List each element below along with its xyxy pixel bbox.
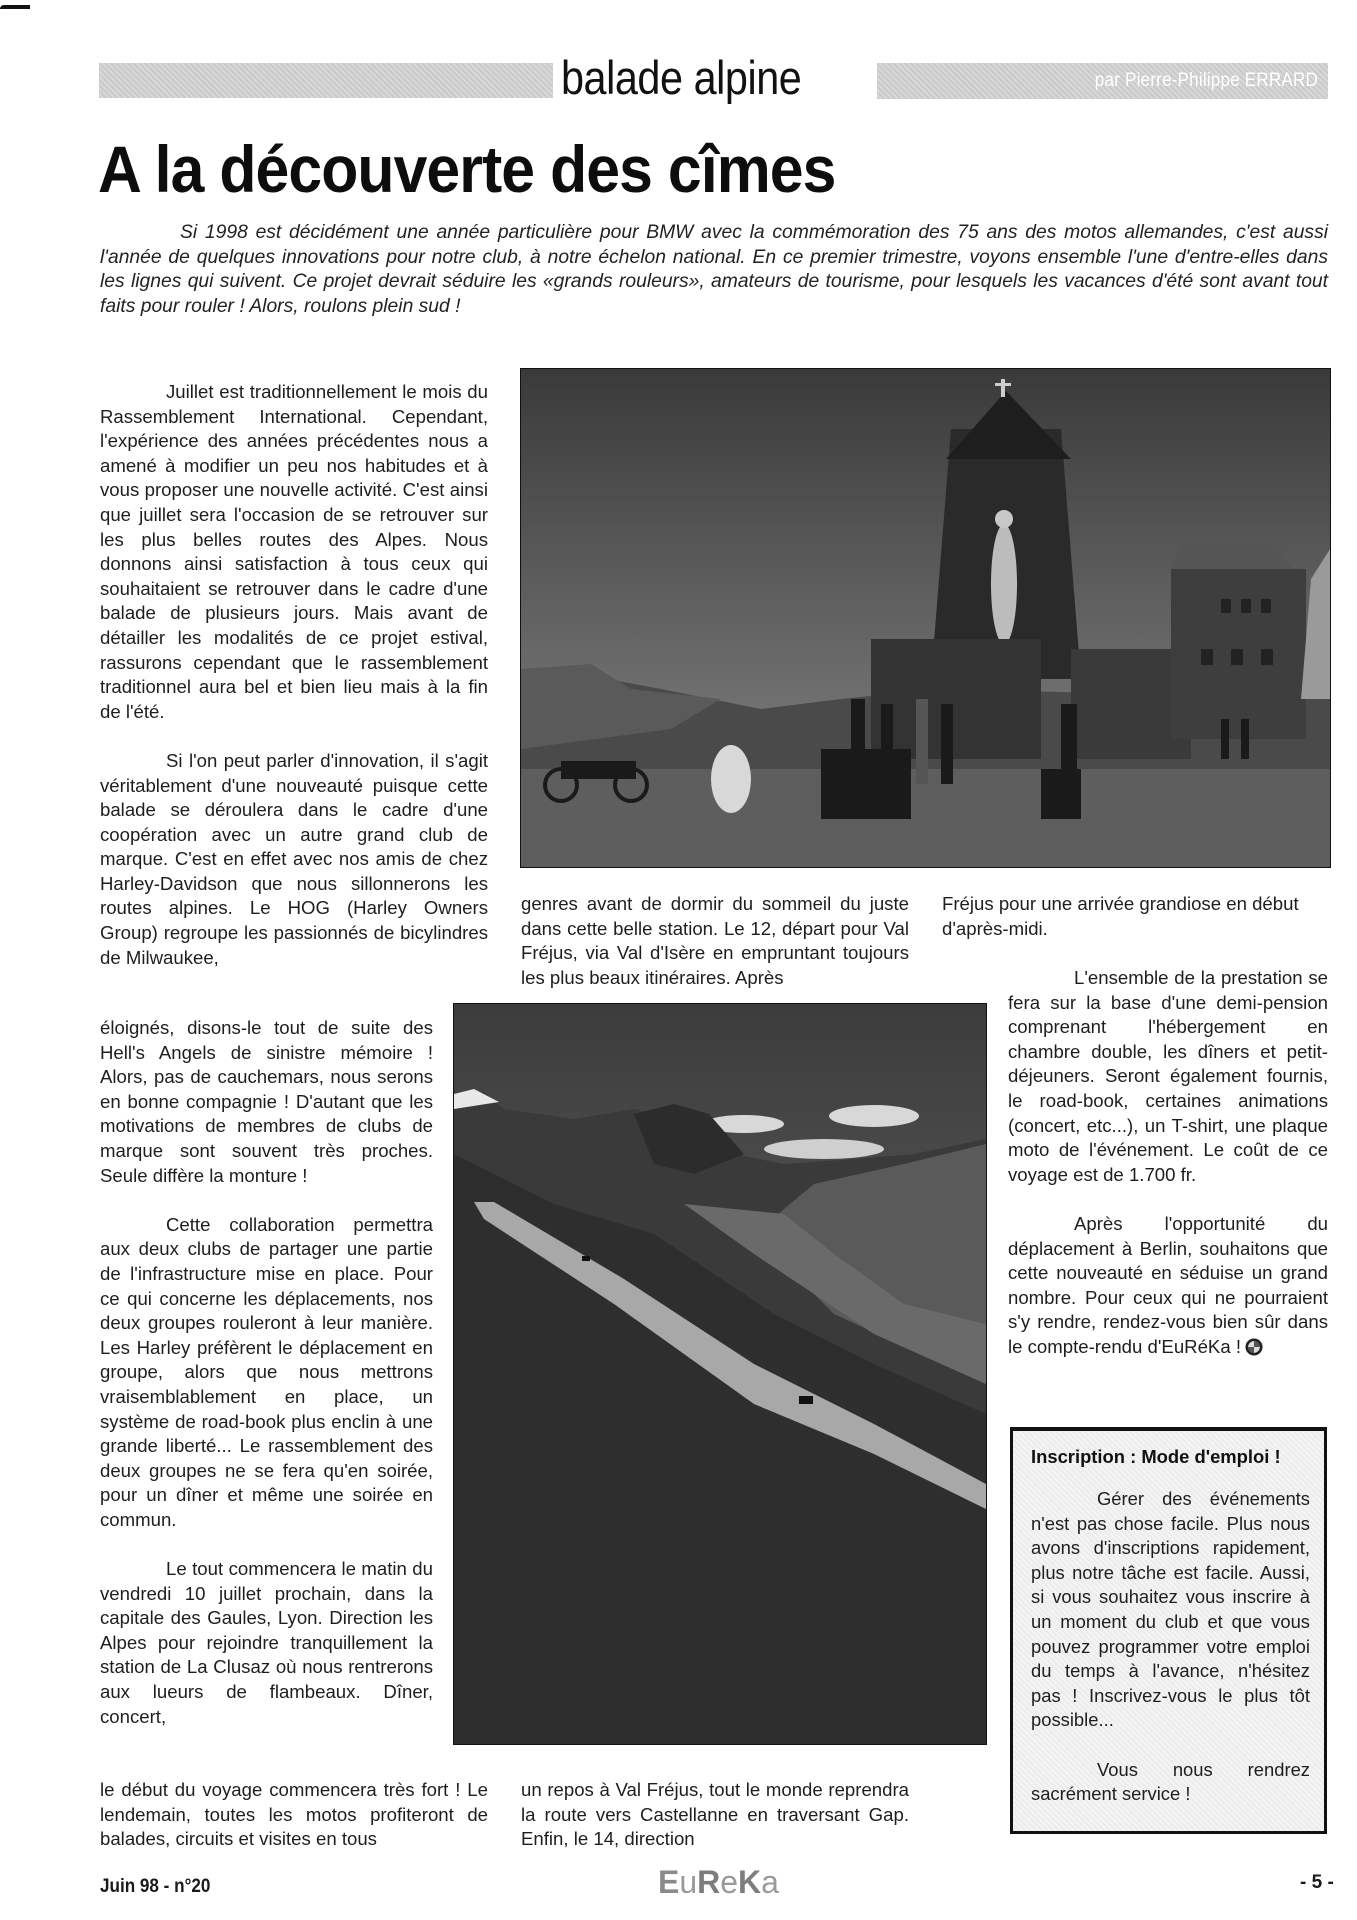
column-1-bottom <box>100 1778 488 1852</box>
logo-letter: K <box>738 1864 762 1900</box>
paragraph-text: un repos à Val Fréjus, tout le monde reprendra la route vers Castellanne en traversant Gap. Enfin, le 14, direction <box>521 1779 909 1850</box>
paragraph <box>1031 1487 1310 1733</box>
logo-letter: a <box>761 1864 779 1900</box>
logo-letter: e <box>720 1864 739 1900</box>
logo-letter: R <box>697 1864 721 1900</box>
chapel-photo-image <box>521 369 1330 867</box>
logo-letter: u <box>679 1864 698 1900</box>
paragraph <box>100 1778 488 1852</box>
paragraph <box>100 749 488 970</box>
column-2-bottom <box>521 1778 909 1852</box>
paragraph-text: L'ensemble de la prestation se fera sur la base d'une demi-pension comprenant l'hébergement en chambre double, les dîners et petit-déjeuners. Seront également fournis, le road-book, certaines animations (concert, etc...), un T-shirt, une plaque moto de l'événement. Le coût de ce voyage est de 1.700 fr. <box>1008 967 1328 1185</box>
paragraph-text: Juillet est traditionnellement le mois du Rassemblement International. Cependant, l'expérience des années précédentes nous a amené à modifier un peu nos habitudes et à vous proposer une nouvelle activité. C'est ainsi que juillet sera l'occasion de se retrouver sur les plus belles routes des Alpes. Nous donnons ainsi satisfaction à tous ceux qui souhaitaient se retrouver dans le cadre d'une balade de plusieurs jours. Mais avant de détailler les modalités de ce projet estival, rassurons cependant que le rassemblement traditionnel aura bel et bien lieu mais à la fin de l'été. <box>100 381 488 722</box>
column-1-top <box>100 380 488 970</box>
crop-mark <box>0 5 30 9</box>
page-number: - 5 - <box>1300 1872 1334 1893</box>
photo-mountain-road <box>453 1003 987 1745</box>
headline: A la découverte des cîmes <box>98 132 836 206</box>
intro-text: Si 1998 est décidément une année particulière pour BMW avec la commémoration des 75 ans des motos allemandes, c'est aussi l'année de quelques innovations pour notre club, à notre échelon national. En ce premier trimestre, voyons ensemble l'une d'entre-elles dans les lignes qui suivent. Ce projet devrait séduire les «grands rouleurs», amateurs de tourisme, pour lesquels les vacances d'été sont avant tout faits pour rouler ! Alors, roulons plein sud ! <box>100 222 1328 317</box>
paragraph-text: Le tout commencera le matin du vendredi 10 juillet prochain, dans la capitale des Gaules, Lyon. Direction les Alpes pour rejoindre tranquillement la station de La Clusaz où nous rentrerons aux lueurs de flambeaux. Dîner, concert, <box>100 1558 433 1727</box>
box-body <box>1031 1487 1310 1807</box>
byline: par Pierre-Philippe ERRARD <box>1094 70 1318 91</box>
column-3-body <box>1008 966 1328 1360</box>
paragraph-text: Après l'opportunité du déplacement à Berlin, souhaitons que cette nouveauté en séduise un grand nombre. Pour ceux qui ne pourraient s'y rendre, rendez-vous bien sûr dans le compte-rendu d'EuRéKa ! <box>1008 1212 1328 1357</box>
paragraph <box>100 380 488 724</box>
paragraph-text: Vous nous rendrez sacrément service ! <box>1031 1758 1310 1805</box>
paragraph <box>942 892 1328 941</box>
paragraph-text: Si l'on peut parler d'innovation, il s'agit véritablement d'une nouveauté puisque cette balade se déroulera dans le cadre d'une coopération avec un autre grand club de marque. C'est en effet avec nos amis de chez Harley-Davidson que nous sillonnerons les routes alpines. Le HOG (Harley Owners Group) regroupe les passionnés de bicylindres de Milwaukee, <box>100 749 488 968</box>
paragraph <box>100 1016 433 1188</box>
inscription-box <box>1010 1427 1327 1834</box>
eureka-logo <box>658 1864 779 1900</box>
column-2-top <box>521 892 909 990</box>
header-band-left <box>99 63 553 98</box>
intro-paragraph <box>100 221 1328 319</box>
photo-chapel-motorcycles <box>520 368 1331 868</box>
header-band-right <box>877 63 1328 99</box>
column-3-top <box>942 892 1328 941</box>
paragraph <box>521 892 909 990</box>
box-title: Inscription : Mode d'emploi ! <box>1031 1446 1281 1467</box>
mountain-road-photo-image <box>454 1004 986 1744</box>
paragraph <box>100 1213 433 1533</box>
issue-label: Juin 98 - n°20 <box>100 1876 211 1897</box>
bmw-roundel-icon <box>1245 1338 1263 1356</box>
paragraph <box>521 1778 909 1852</box>
paragraph <box>100 1557 433 1729</box>
paragraph <box>1008 1212 1328 1360</box>
paragraph <box>1031 1758 1310 1807</box>
paragraph-text: Gérer des événements n'est pas chose facile. Plus nous avons d'inscriptions rapidement, plus notre tâche est facile. Aussi, si vous souhaitez vous inscrire à un moment du club et que vous pouvez programmer votre emploi du temps à l'avance, n'hésitez pas ! Inscrivez-vous le plus tôt possible... <box>1031 1488 1310 1731</box>
paragraph-text: Cette collaboration permettra aux deux clubs de partager une partie de l'infrastructure mise en place. Pour ce qui concerne les déplacements, nos deux groupes rouleront à leur manière. Les Harley préfèrent le déplacement en groupe, alors que nous mettrons vraisemblablement en place, un système de road-book plus enclin à une grande liberté... Le rassemblement des deux groupes ne se fera qu'en soirée, pour un dîner et même une soirée en commun. <box>100 1213 433 1530</box>
section-title: balade alpine <box>561 51 802 104</box>
paragraph <box>1008 966 1328 1187</box>
column-1-middle <box>100 1016 433 1729</box>
paragraph-text: Fréjus pour une arrivée grandiose en début d'après-midi. <box>942 893 1299 939</box>
logo-letter: E <box>658 1864 680 1900</box>
paragraph-text: éloignés, disons-le tout de suite des Hell's Angels de sinistre mémoire ! Alors, pas de cauchemars, nous serons en bonne compagnie ! D'autant que les motivations de membres de clubs de marque sont souvent très proches. Seule diffère la monture ! <box>100 1017 433 1186</box>
paragraph-text: genres avant de dormir du sommeil du juste dans cette belle station. Le 12, départ pour Val Fréjus, via Val d'Isère en empruntant toujours les plus beaux itinéraires. Après <box>521 893 909 988</box>
paragraph-text: le début du voyage commencera très fort ! Le lendemain, toutes les motos profiteront de balades, circuits et visites en tous <box>100 1779 488 1850</box>
